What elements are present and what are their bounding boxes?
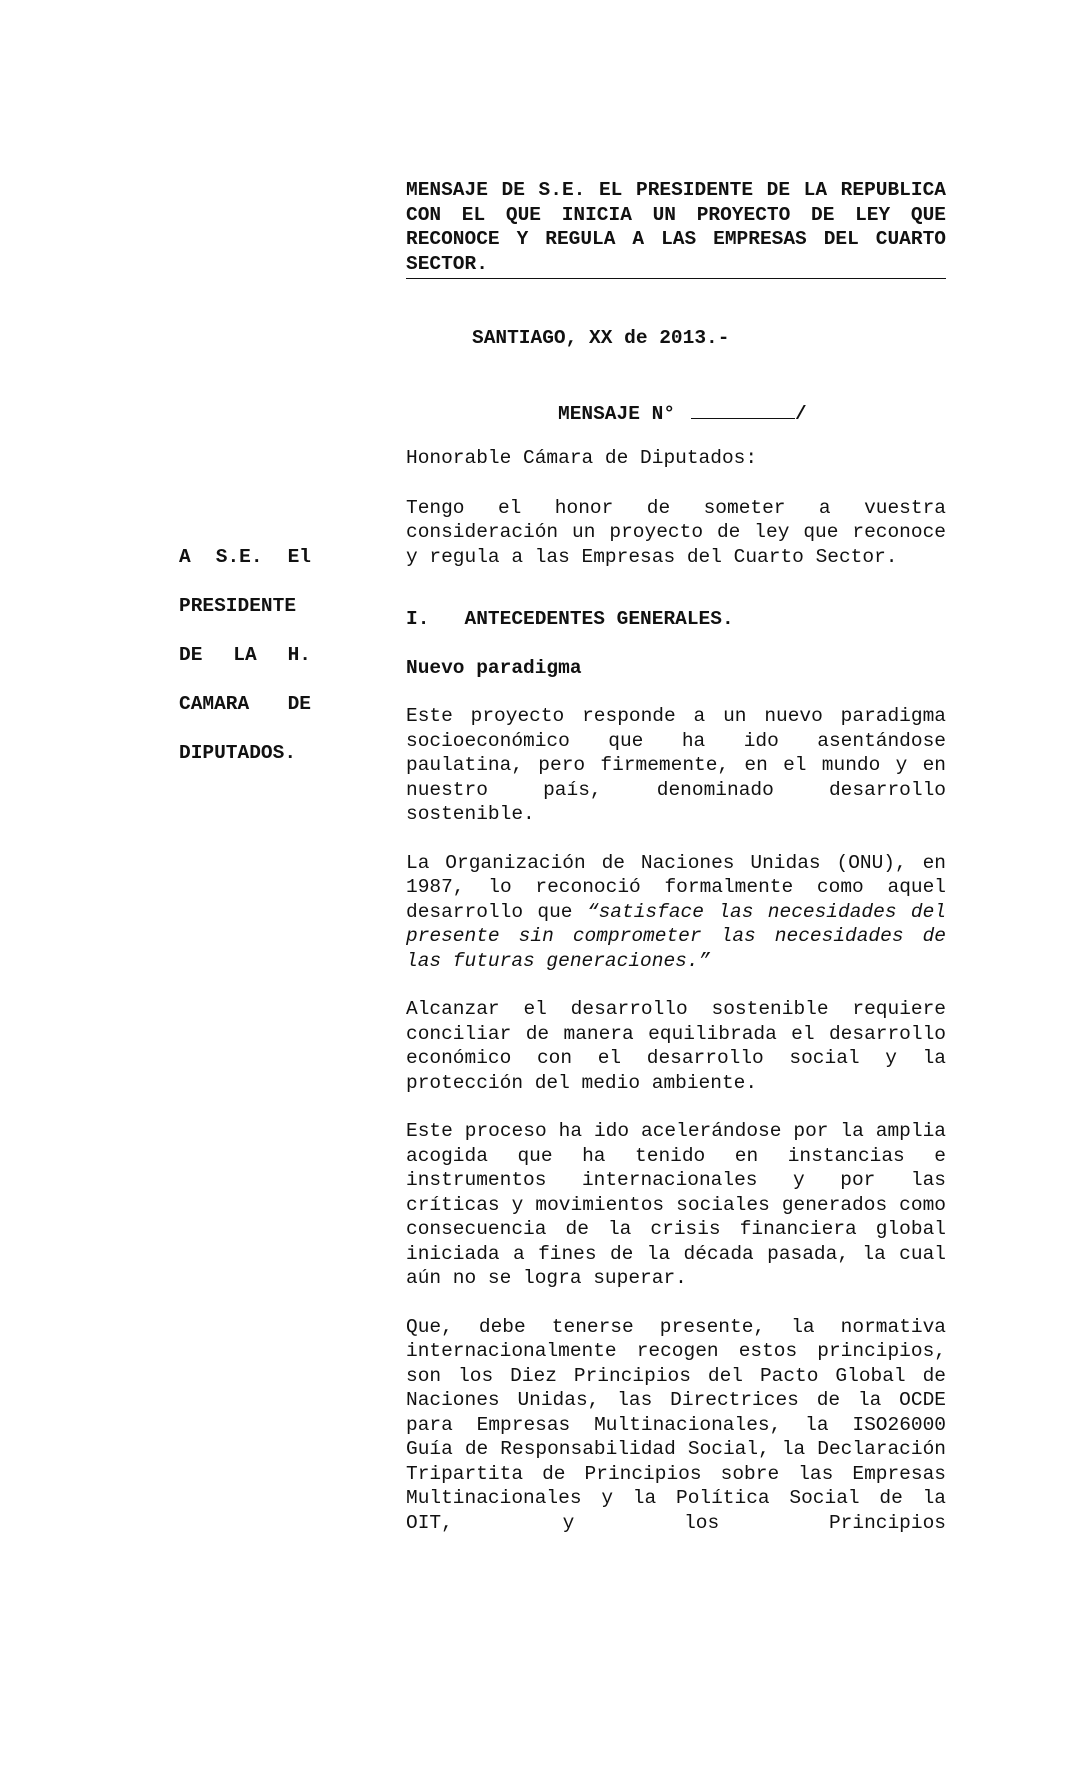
- recipient-line: DE LA H.: [179, 644, 311, 666]
- paragraph-5: Que, debe tenerse presente, la normativa internacionalmente recogen estos principios, son los Diez Principios del Pacto Global de Naciones Unidas, las Directrices de la OCDE para Empresas Multinacionales, la ISO26000 Guía de Responsabilidad Social, la Declaración Tripartita de Principios sobre las Empresas Multinacionales y la Política Social de la OIT, y los Principios: [406, 1315, 946, 1534]
- main-column: [406, 178, 947, 1534]
- message-number-blank: [691, 398, 795, 419]
- message-number: [558, 398, 807, 427]
- message-number-label: MENSAJE N°: [558, 403, 676, 425]
- paragraph-2: [406, 851, 946, 974]
- message-number-suffix: /: [795, 403, 807, 425]
- section-heading: I. ANTECEDENTES GENERALES.: [406, 608, 734, 630]
- document-date: SANTIAGO, XX de 2013.-: [472, 327, 730, 349]
- recipient-line: CAMARA DE: [179, 693, 311, 715]
- paragraph-3: Alcanzar el desarrollo sostenible requiere conciliar de manera equilibrada el desarrollo económico con el desarrollo social y la protección del medio ambiente.: [406, 998, 946, 1094]
- recipient-block: [179, 545, 311, 790]
- subheading: Nuevo paradigma: [406, 656, 582, 679]
- document-title: MENSAJE DE S.E. EL PRESIDENTE DE LA REPUBLICA CON EL QUE INICIA UN PROYECTO DE LEY QUE RECONOCE Y REGULA A LAS EMPRESAS DEL CUARTO SECTOR.: [406, 178, 946, 279]
- paragraph-2-quote: “satisface las necesidades del presente sin comprometer las necesidades de las futuras generaciones.”: [406, 900, 947, 972]
- recipient-line: PRESIDENTE: [179, 595, 297, 617]
- intro-paragraph: Tengo el honor de someter a vuestra consideración un proyecto de ley que reconoce y regula a las Empresas del Cuarto Sector.: [406, 496, 946, 568]
- paragraph-1: Este proyecto responde a un nuevo paradigma socioeconómico que ha ido asentándose paulatina, pero firmemente, en el mundo y en nuestro país, denominado desarrollo sostenible.: [406, 705, 946, 825]
- recipient-line: DIPUTADOS.: [179, 742, 297, 764]
- salutation: Honorable Cámara de Diputados:: [406, 447, 758, 469]
- document-body: [406, 446, 946, 1559]
- paragraph-2-text: La Organización de Naciones Unidas (ONU), en 1987, lo reconoció formalmente como aquel desarrollo que: [406, 851, 946, 923]
- paragraph-4: Este proceso ha ido acelerándose por la amplia acogida que ha tenido en instancias e instrumentos internacionales y por las críticas y movimientos sociales generados como consecuencia de la crisis financiera global iniciada a fines de la década pasada, la cual aún no se logra superar.: [406, 1120, 946, 1289]
- recipient-line: A S.E. El: [179, 546, 311, 568]
